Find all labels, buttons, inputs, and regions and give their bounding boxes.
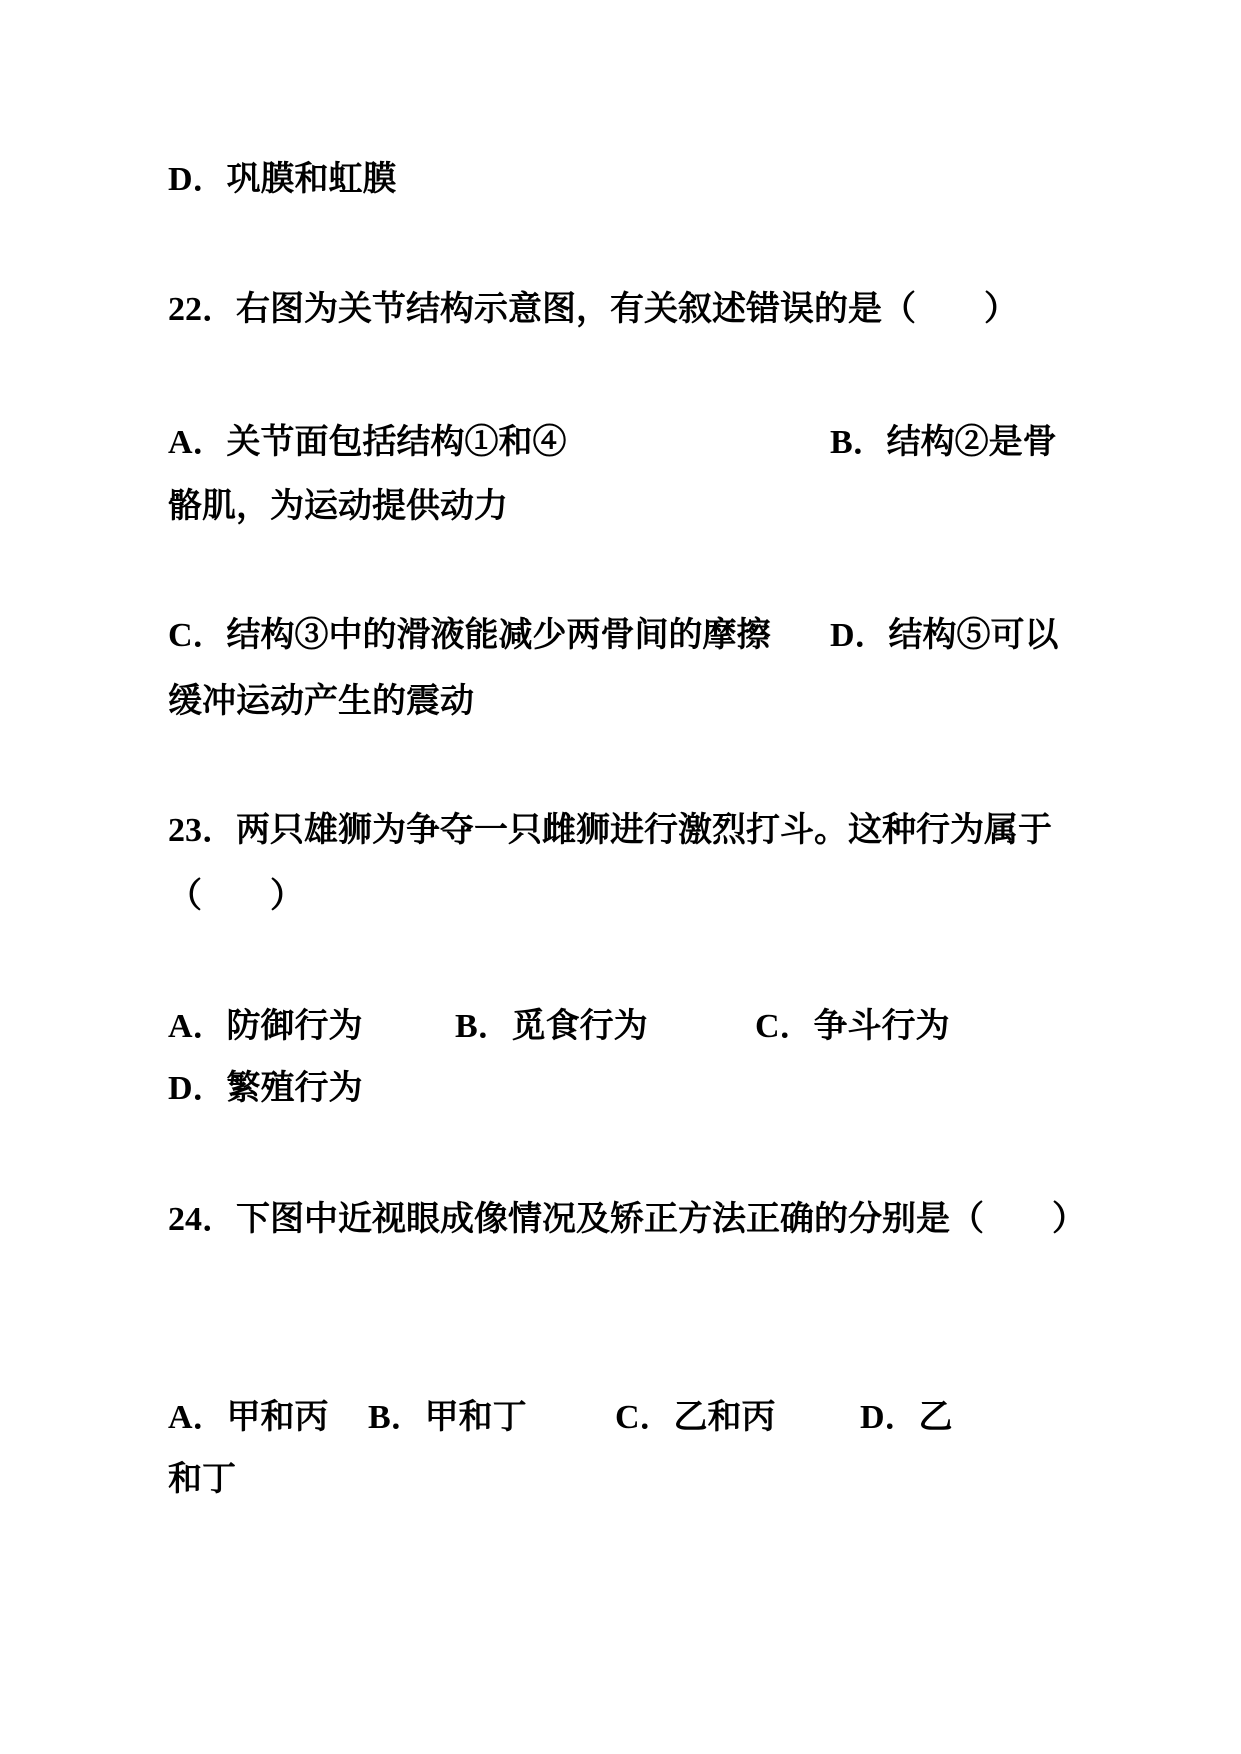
question-23-options-row bbox=[168, 1004, 1141, 1050]
question-22-stem bbox=[168, 287, 1141, 333]
question-text: 24．下图中近视眼成像情况及矫正方法正确的分别是（ ） bbox=[168, 1201, 1086, 1238]
option-text: D．巩膜和虹膜 bbox=[168, 161, 397, 198]
option-text: D．繁殖行为 bbox=[168, 1070, 363, 1107]
question-23-stem bbox=[168, 808, 1141, 854]
question-23-option-b: B．觅食行为 bbox=[455, 1008, 648, 1045]
question-text: 23．两只雄狮为争夺一只雌狮进行激烈打斗。这种行为属于 bbox=[168, 812, 1052, 849]
question-23-stem-continuation bbox=[168, 874, 1141, 920]
question-22-option-c: C．结构③中的滑液能减少两骨间的摩擦 bbox=[168, 617, 771, 654]
question-24-option-d-continuation bbox=[168, 1457, 1141, 1503]
question-24-option-a: A．甲和丙 bbox=[168, 1399, 329, 1436]
question-22-options-row-1 bbox=[168, 420, 1141, 466]
question-text: 22．右图为关节结构示意图，有关叙述错误的是（ ） bbox=[168, 291, 1018, 328]
question-21-option-d bbox=[168, 157, 1141, 203]
question-22-option-d-continuation bbox=[168, 679, 1141, 725]
question-23-option-d bbox=[168, 1066, 1141, 1112]
question-24-options-row bbox=[168, 1395, 1141, 1441]
option-text: 和丁 bbox=[168, 1461, 236, 1498]
question-22-option-a: A．关节面包括结构①和④ bbox=[168, 424, 567, 461]
question-24-stem bbox=[168, 1197, 1141, 1243]
option-text: 缓冲运动产生的震动 bbox=[168, 683, 474, 720]
question-24-option-b: B．甲和丁 bbox=[368, 1399, 527, 1436]
question-22-option-b: B．结构②是骨 bbox=[830, 424, 1057, 461]
question-23-option-a: A．防御行为 bbox=[168, 1008, 363, 1045]
question-24-option-c: C．乙和丙 bbox=[615, 1399, 776, 1436]
option-text: 骼肌，为运动提供动力 bbox=[168, 488, 508, 525]
answer-blank-parentheses: （ ） bbox=[168, 878, 304, 915]
question-24-option-d: D．乙 bbox=[860, 1399, 953, 1436]
question-22-option-d: D．结构⑤可以 bbox=[830, 617, 1059, 654]
question-24-figure-placeholder bbox=[168, 1250, 1141, 1390]
question-22-option-b-continuation bbox=[168, 484, 1141, 530]
question-23-option-c: C．争斗行为 bbox=[755, 1008, 950, 1045]
question-22-options-row-2 bbox=[168, 613, 1141, 659]
